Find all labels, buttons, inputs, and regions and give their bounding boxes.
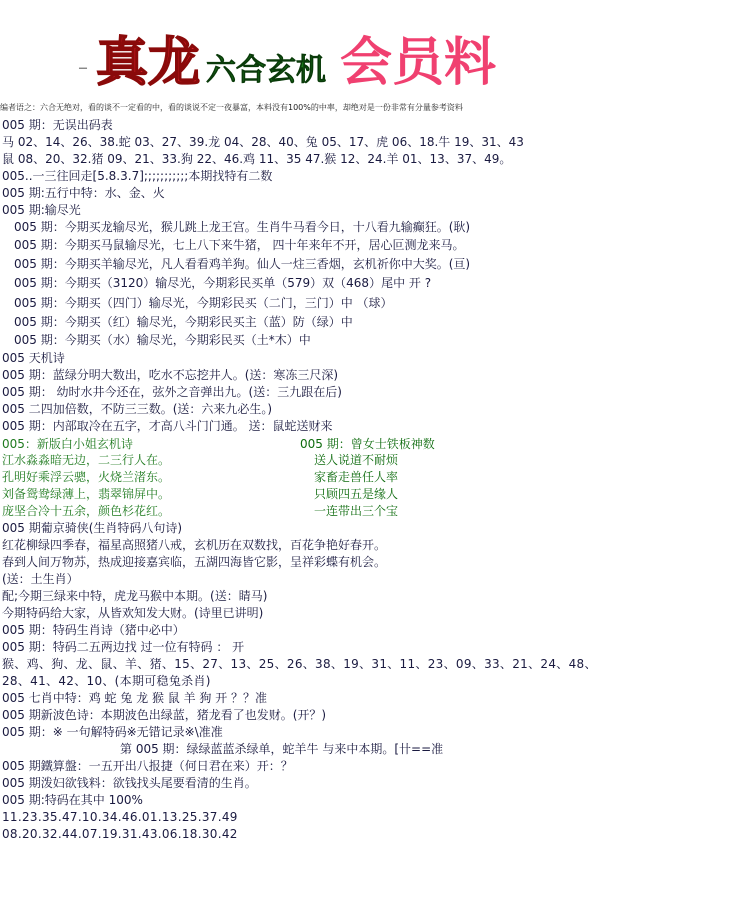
text-line: 005 期:输尽光: [2, 203, 81, 217]
text-line: 005 期：今期买羊输尽光，凡人看看鸡羊狗。仙人一炷三香烟，玄机祈你中大奖。(亘): [14, 257, 471, 271]
text-line: 005 期： 幼时水井今还在，弦外之音弹出九。(送：三九跟在后): [2, 385, 342, 399]
text-line: 005 期：今期买（红）输尽光，今期彩民买主（蓝）防（绿）中: [14, 315, 353, 329]
text-line: 春到人间万物苏，热成迎接嘉宾临，五湖四海皆它影，呈祥彩蝶有机会。: [2, 555, 387, 569]
poem-line-left: 江水淼淼暗无边，二三行人在。: [2, 453, 171, 467]
text-line: 005 期：※ 一句解特码※无错记录※\准准: [2, 725, 223, 739]
banner-dash: –: [78, 55, 88, 79]
text-line: 005 期鐵算盤：一五开出八报捷（何日君在来）开：？: [2, 759, 293, 773]
text-line: 005 七肖中特：鸡 蛇 兔 龙 猴 鼠 羊 狗 开 ？？准: [2, 691, 268, 705]
text-line: 005 期：特码生肖诗（猪中必中）: [2, 623, 185, 637]
text-line: 第 005 期：绿绿蓝蓝杀绿单，蛇羊牛 与来中本期。[卄==准: [120, 742, 444, 756]
number-row: 08.20.32.44.07.19.31.43.06.18.30.42: [2, 827, 238, 841]
text-line: 005 期新波色诗：本期波色出绿蓝，猪龙看了也发财。(开？): [2, 708, 327, 722]
poem-line-right: 只顾四五是缘人: [314, 487, 399, 501]
poem-title-left: 005：新版白小姐玄机诗: [2, 437, 133, 451]
editor-note: 编者语之：六合无绝对，看的谈不一定看的中，看的谈说不定一夜暴富，本料没有100%的中率，却绝对是一份非常有分量参考资料: [0, 103, 463, 112]
poem-title-right: 005 期：曾女士铁板神数: [300, 437, 435, 451]
text-line: 005 期:特码在其中 100%: [2, 793, 143, 807]
text-line: 今期特码给大家，从皆欢知发大财。(诗里已讲明): [2, 606, 264, 620]
poem-line-left: 庞坚合冷十五余，颜色杉花红。: [2, 504, 171, 518]
poem-line-left: 刘备鸳鸯绿薄上，翡翠锦屏中。: [2, 487, 171, 501]
header-banner: [0, 0, 744, 100]
text-line: 005 期：今期买（水）输尽光，今期彩民买（土*木）中: [14, 333, 311, 347]
text-line: 005 期：蓝绿分明大数出，吃水不忘挖井人。(送：寒冻三尺深): [2, 368, 339, 382]
poem-line-right: 家畜走兽任人率: [314, 470, 399, 484]
banner-title-pink: 会员料: [340, 33, 497, 93]
text-line: 005 期：今期买（四门）输尽光，今期彩民买（二门，三门）中 （球）: [14, 296, 393, 310]
poem-line-right: 送人说道不耐烦: [314, 453, 399, 467]
banner-title-red: 真龙: [96, 32, 201, 93]
poem-line-right: 一连带出三个宝: [314, 504, 399, 518]
poem-line-left: 孔明好乘浮云骢，火烧兰渚东。: [2, 470, 171, 484]
text-line: 005 期：特码二五两边找 过一位有特码 ： 开: [2, 640, 245, 654]
text-line: 005 期:五行中特：水、金、火: [2, 186, 165, 200]
text-line: 005 期泼妇欲钱料：欲钱找头尾要看清的生肖。: [2, 776, 257, 790]
text-line: 005 期：内部取冷在五字，才高八斗门门通。 送：鼠蛇送财来: [2, 419, 333, 433]
text-line: 005 期葡京骑侠(生肖特码八句诗): [2, 521, 183, 535]
text-line: 005..一三往回走[5.8.3.7];;;;;;;;;;;本期找特有二数: [2, 169, 273, 183]
text-line: 005 期：今期买（3120）输尽光，今期彩民买单（579）双（468）尾中 开 ?: [14, 276, 432, 290]
text-line: 猴、鸡、狗、龙、鼠、羊、猪、15、27、13、25、26、38、19、31、11、23、09、33、21、24、48、: [2, 657, 597, 671]
text-line: 马 02、14、26、38.蛇 03、27、39.龙 04、28、40、兔 05、17、虎 06、18.牛 19、31、43: [2, 135, 524, 149]
text-line: 005 期：今期买马鼠输尽光，七上八下来牛猪， 四十年来年不开，居心叵测龙来马。: [14, 238, 465, 252]
text-line: 005 期：无误出码表: [2, 118, 113, 132]
text-line: 配;今期三绿来中特，虎龙马猴中本期。(送：睛马): [2, 589, 268, 603]
banner-title-green: 六合玄机: [206, 53, 326, 88]
text-line: 红花柳绿四季春，福星高照猪八戒，玄机历在双数找，百花争艳好春开。: [2, 538, 387, 552]
number-row: 11.23.35.47.10.34.46.01.13.25.37.49: [2, 810, 238, 824]
text-line: 28、41、42、10、(本期可稳兔杀肖): [2, 674, 211, 688]
text-line: 005 期：今期买龙输尽光，猴儿跳上龙王宫。生肖牛马看今日，十八看九输癫狂。(耿): [14, 220, 471, 234]
text-line: (送：土生肖）: [2, 572, 79, 586]
text-line: 005 二四加倍数，不防三三数。(送：六来九必生。): [2, 402, 273, 416]
text-line: 鼠 08、20、32.猪 09、21、33.狗 22、46.鸡 11、35 47.猴 12、24.羊 01、13、37、49。: [2, 152, 512, 166]
text-line: 005 天机诗: [2, 351, 65, 365]
